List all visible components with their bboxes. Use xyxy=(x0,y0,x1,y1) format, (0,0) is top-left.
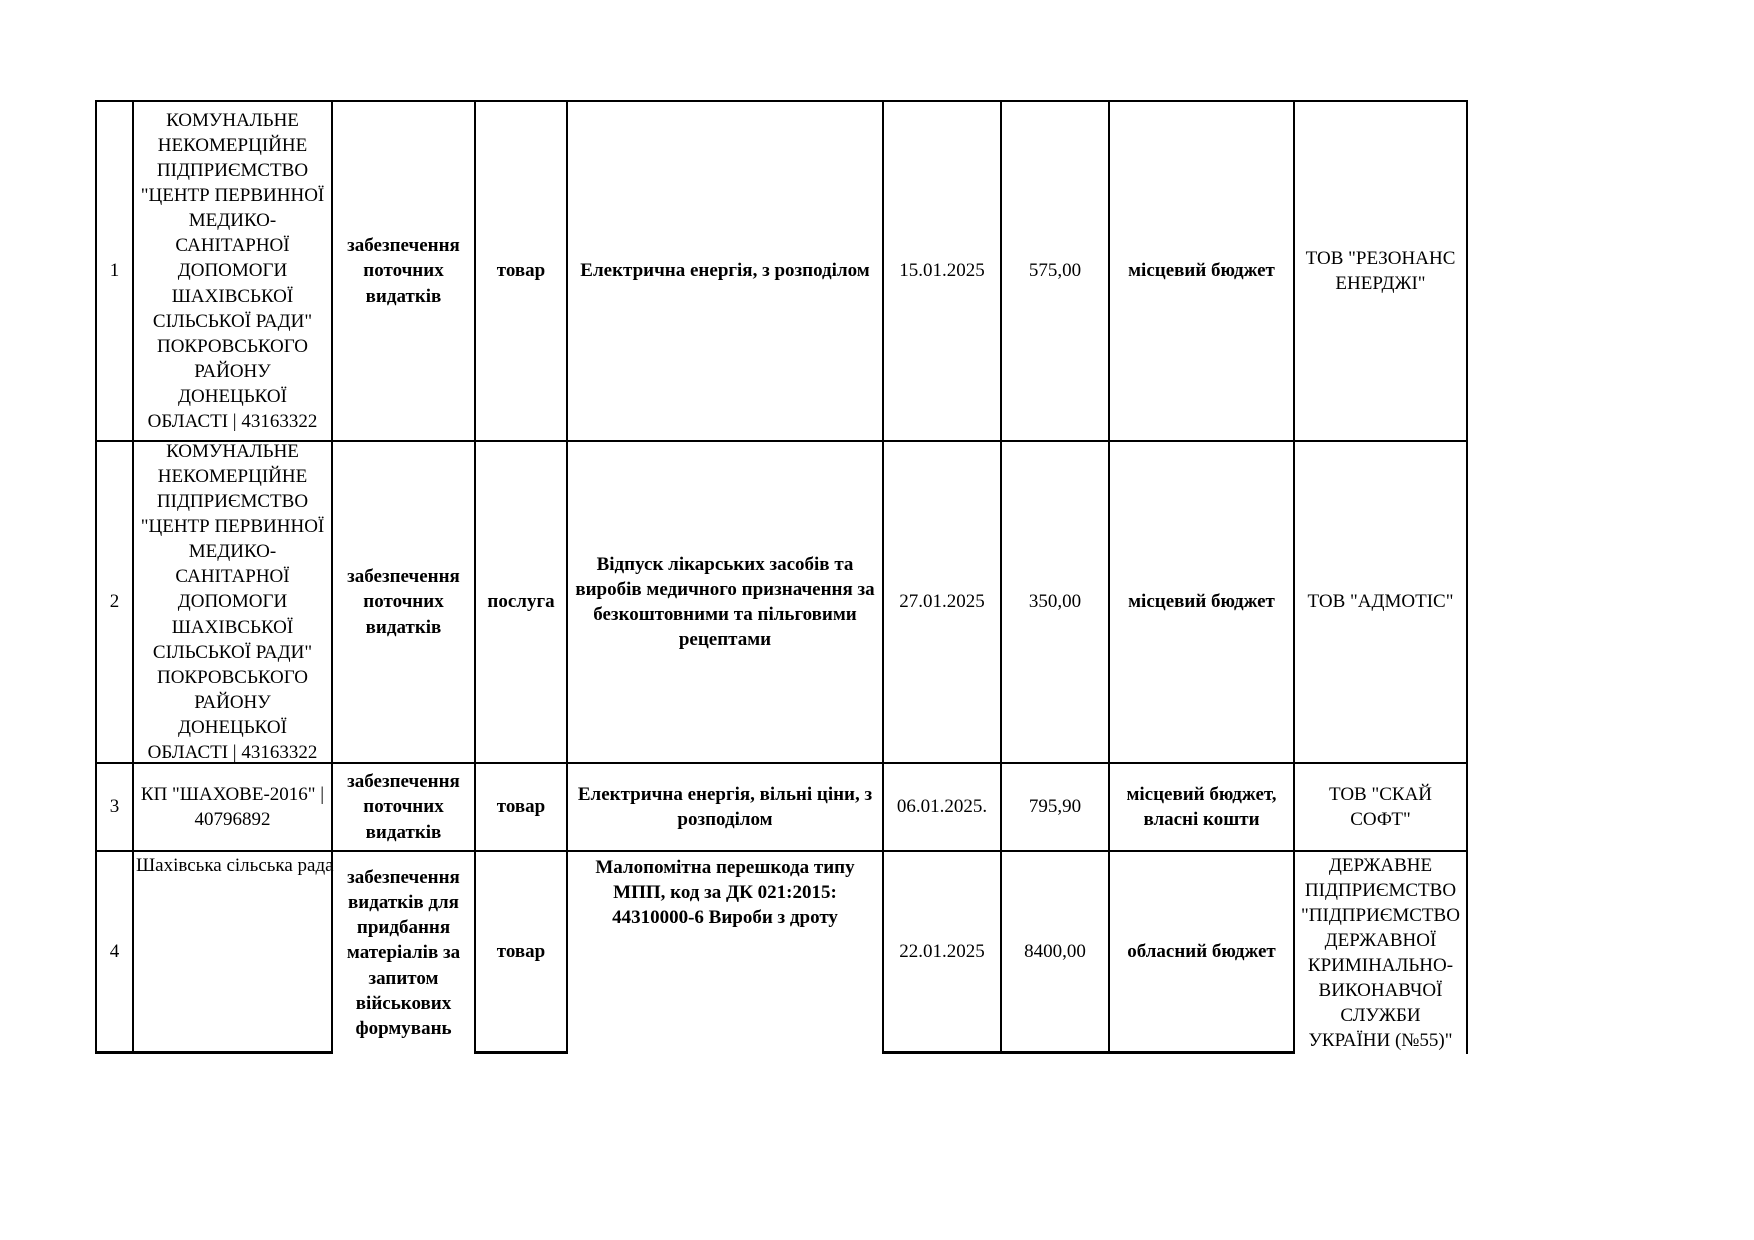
cell-row3-expense-type: забезпечення поточних видатків xyxy=(333,764,476,852)
cell-row3-amount: 795,90 xyxy=(1002,764,1110,852)
cell-row2-amount: 350,00 xyxy=(1002,442,1110,764)
cell-row1-date: 15.01.2025 xyxy=(884,102,1002,442)
cell-row2-budget: місцевий бюджет xyxy=(1110,442,1295,764)
cell-row1-organization: КОМУНАЛЬНЕ НЕКОМЕРЦІЙНЕ ПІДПРИЄМСТВО "ЦЕНТР ПЕРВИННОЇ МЕДИКО-САНІТАРНОЇ ДОПОМОГИ ШАХІВСЬКОЇ СІЛЬСЬКОЇ РАДИ" ПОКРОВСЬКОГО РАЙОНУ ДОНЕЦЬКОЇ ОБЛАСТІ | 43163322 xyxy=(134,102,333,442)
cell-row1-supplier: ТОВ "РЕЗОНАНС ЕНЕРДЖІ" xyxy=(1295,102,1466,442)
cell-row3-date: 06.01.2025. xyxy=(884,764,1002,852)
cell-row1-description: Електрична енергія, з розподілом xyxy=(568,102,884,442)
cell-row3-number: 3 xyxy=(97,764,134,852)
cell-row1-amount: 575,00 xyxy=(1002,102,1110,442)
cell-row2-number: 2 xyxy=(97,442,134,764)
cell-row3-item-type: товар xyxy=(476,764,568,852)
cell-row3-budget: місцевий бюджет, власні кошти xyxy=(1110,764,1295,852)
cell-row4-organization: Шахівська сільська рада xyxy=(134,852,333,1054)
cell-row3-description: Електрична енергія, вільні ціни, з розподілом xyxy=(568,764,884,852)
cell-row2-supplier: ТОВ "АДМОТІС" xyxy=(1295,442,1466,764)
cell-row2-item-type: послуга xyxy=(476,442,568,764)
cell-row1-expense-type: забезпечення поточних видатків xyxy=(333,102,476,442)
cell-row1-budget: місцевий бюджет xyxy=(1110,102,1295,442)
cell-row4-budget: обласний бюджет xyxy=(1110,852,1295,1054)
cell-row1-number: 1 xyxy=(97,102,134,442)
cell-row4-number: 4 xyxy=(97,852,134,1054)
cell-row4-expense-type: забезпечення видатків для придбання матеріалів за запитом військових формувань xyxy=(333,852,476,1054)
cell-row2-description: Відпуск лікарських засобів та виробів медичного призначення за безкоштовними та пільговими рецептами xyxy=(568,442,884,764)
cell-row4-date: 22.01.2025 xyxy=(884,852,1002,1054)
cell-row4-amount: 8400,00 xyxy=(1002,852,1110,1054)
cell-row3-supplier: ТОВ "СКАЙ СОФТ" xyxy=(1295,764,1466,852)
cell-row1-item-type: товар xyxy=(476,102,568,442)
procurement-table xyxy=(95,100,1468,1054)
cell-row4-supplier: ДЕРЖАВНЕ ПІДПРИЄМСТВО "ПІДПРИЄМСТВО ДЕРЖАВНОЇ КРИМІНАЛЬНО-ВИКОНАВЧОЇ СЛУЖБИ УКРАЇНИ (№55)" xyxy=(1301,854,1460,1052)
cell-row2-organization: КОМУНАЛЬНЕ НЕКОМЕРЦІЙНЕ ПІДПРИЄМСТВО "ЦЕНТР ПЕРВИННОЇ МЕДИКО-САНІТАРНОЇ ДОПОМОГИ ШАХІВСЬКОЇ СІЛЬСЬКОЇ РАДИ" ПОКРОВСЬКОГО РАЙОНУ ДОНЕЦЬКОЇ ОБЛАСТІ | 43163322 xyxy=(134,442,333,764)
cell-row2-expense-type: забезпечення поточних видатків xyxy=(333,442,476,764)
cell-row4-item-type: товар xyxy=(476,852,568,1054)
cell-row4-description: Малопомітна перешкода типу МПП, код за ДК 021:2015: 44310000-6 Вироби з дроту xyxy=(568,852,884,1054)
cell-row2-date: 27.01.2025 xyxy=(884,442,1002,764)
cell-row3-organization: КП "ШАХОВЕ-2016" | 40796892 xyxy=(134,764,333,852)
